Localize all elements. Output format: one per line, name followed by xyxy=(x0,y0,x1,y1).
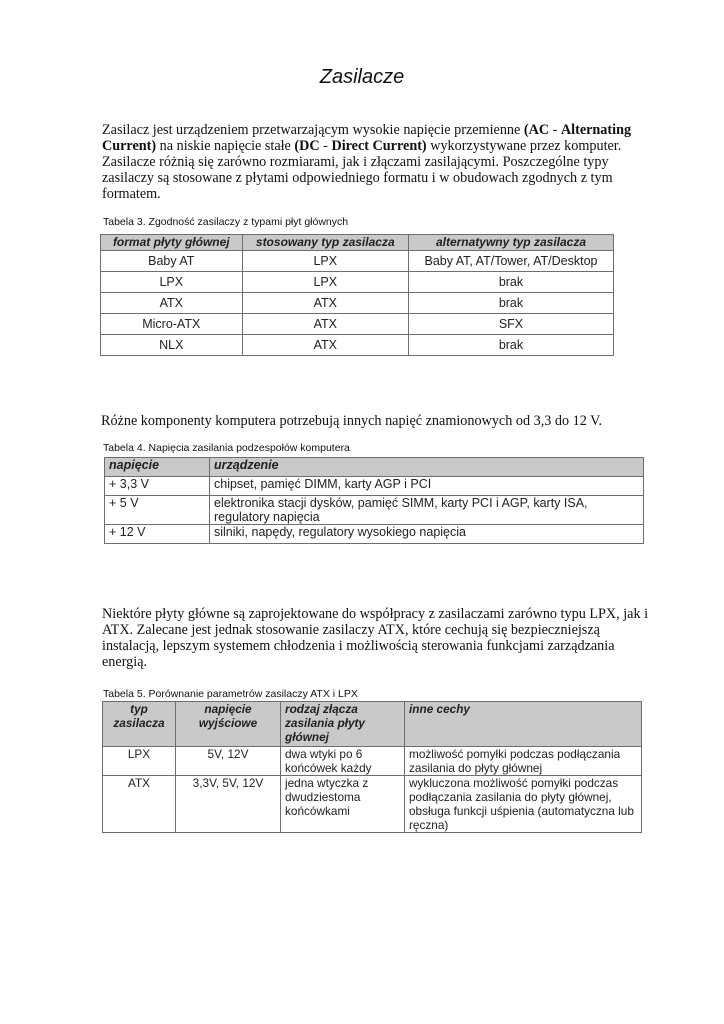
table-cell: możliwość pomyłki podczas podłączania zasilania do płyty głównej xyxy=(405,747,642,776)
table5-header: inne cechy xyxy=(405,702,642,747)
table-row xyxy=(101,272,614,293)
table-cell: brak xyxy=(408,272,613,293)
table-cell: 3,3V, 5V, 12V xyxy=(176,776,281,833)
table3-caption: Tabela 3. Zgodność zasilaczy z typami płyt głównych xyxy=(103,216,349,228)
table3-header: stosowany typ zasilacza xyxy=(242,235,408,251)
table-cell: + 12 V xyxy=(105,525,210,544)
table5-header-row xyxy=(103,702,642,747)
table-cell: Baby AT xyxy=(101,251,243,272)
table-cell: ATX xyxy=(101,293,243,314)
table-cell: LPX xyxy=(103,747,176,776)
table-cell: jedna wtyczka z dwudziestoma końcówkami xyxy=(281,776,405,833)
table5 xyxy=(102,701,642,833)
table4-header: urządzenie xyxy=(210,458,644,477)
table3-header: format płyty głównej xyxy=(101,235,243,251)
table-cell: LPX xyxy=(242,272,408,293)
table5-header: rodzaj złącza zasilania płyty głównej xyxy=(281,702,405,747)
table-cell: LPX xyxy=(101,272,243,293)
table-cell: ATX xyxy=(242,293,408,314)
table-cell: LPX xyxy=(242,251,408,272)
intro-text-4: - xyxy=(319,138,332,154)
table-row xyxy=(101,251,614,272)
table-cell: elektronika stacji dysków, pamięć SIMM, karty PCI i AGP, karty ISA, regulatory napięcia xyxy=(210,496,644,525)
table-cell: brak xyxy=(408,293,613,314)
table-cell: ATX xyxy=(242,335,408,356)
table-cell: dwa wtyki po 6 końcówek każdy xyxy=(281,747,405,776)
voltage-paragraph: Różne komponenty komputera potrzebują innych napięć znamionowych od 3,3 do 12 V. xyxy=(101,413,603,429)
table-cell: wykluczona możliwość pomyłki podczas podłączania zasilania do płyty głównej, obsługa funkcji uśpienia (automatyczna lub ręczna) xyxy=(405,776,642,833)
table3-header-row xyxy=(101,235,614,251)
intro-bold-dc: (DC xyxy=(294,138,320,154)
table5-header: typ zasilacza xyxy=(103,702,176,747)
table4 xyxy=(104,457,644,544)
intro-bold-dc-full: Direct Current) xyxy=(331,138,427,154)
table-cell: SFX xyxy=(408,314,613,335)
intro-paragraph xyxy=(102,122,650,202)
table4-header: napięcie xyxy=(105,458,210,477)
table4-caption: Tabela 4. Napięcia zasilania podzespołów komputera xyxy=(103,442,350,454)
table-cell: ATX xyxy=(242,314,408,335)
table-cell: 5V, 12V xyxy=(176,747,281,776)
intro-text-3: na niskie napięcie stałe xyxy=(156,138,295,154)
table-row xyxy=(103,776,642,833)
table-row xyxy=(105,496,644,525)
table5-caption: Tabela 5. Porównanie parametrów zasilaczy ATX i LPX xyxy=(103,688,358,700)
intro-text-1: Zasilacz jest urządzeniem przetwarzającym wysokie napięcie przemienne xyxy=(102,122,524,138)
intro-bold-ac-full: Alternating Current) xyxy=(102,122,632,154)
table5-header: napięcie wyjściowe xyxy=(176,702,281,747)
table-row xyxy=(105,477,644,496)
table-row xyxy=(101,335,614,356)
intro-bold-ac: (AC xyxy=(523,122,550,138)
table-cell: chipset, pamięć DIMM, karty AGP i PCI xyxy=(210,477,644,496)
table3 xyxy=(100,234,614,356)
table-cell: + 3,3 V xyxy=(105,477,210,496)
table-cell: ATX xyxy=(103,776,176,833)
table3-header: alternatywny typ zasilacza xyxy=(408,235,613,251)
table-cell: Baby AT, AT/Tower, AT/Desktop xyxy=(408,251,613,272)
table-row xyxy=(105,525,644,544)
table-row xyxy=(101,293,614,314)
intro-text-5: wykorzystywane przez komputer. Zasilacze różnią się zarówno rozmiarami, jak i złączami zasilającymi. Poszczególne typy zasilaczy są stosowane z płytami odpowiedniego formatu i w obudowach zgodnych z tym formatem. xyxy=(102,138,622,202)
compatibility-paragraph: Niektóre płyty główne są zaprojektowane do współpracy z zasilaczami zarówno typu LPX, jak i ATX. Zalecane jest jednak stosowanie zasilaczy ATX, które cechują się bezpieczniejszą instalacją, lepszym systemem chłodzenia i możliwością sterowania funkcjami zarządzania energią. xyxy=(102,606,649,670)
page-title: Zasilacze xyxy=(319,66,405,88)
intro-text-2: - xyxy=(549,122,561,138)
table-cell: silniki, napędy, regulatory wysokiego napięcia xyxy=(210,525,644,544)
table-cell: NLX xyxy=(101,335,243,356)
table-row xyxy=(101,314,614,335)
table-cell: brak xyxy=(408,335,613,356)
table-cell: + 5 V xyxy=(105,496,210,525)
table4-header-row xyxy=(105,458,644,477)
table-cell: Micro-ATX xyxy=(101,314,243,335)
table-row xyxy=(103,747,642,776)
